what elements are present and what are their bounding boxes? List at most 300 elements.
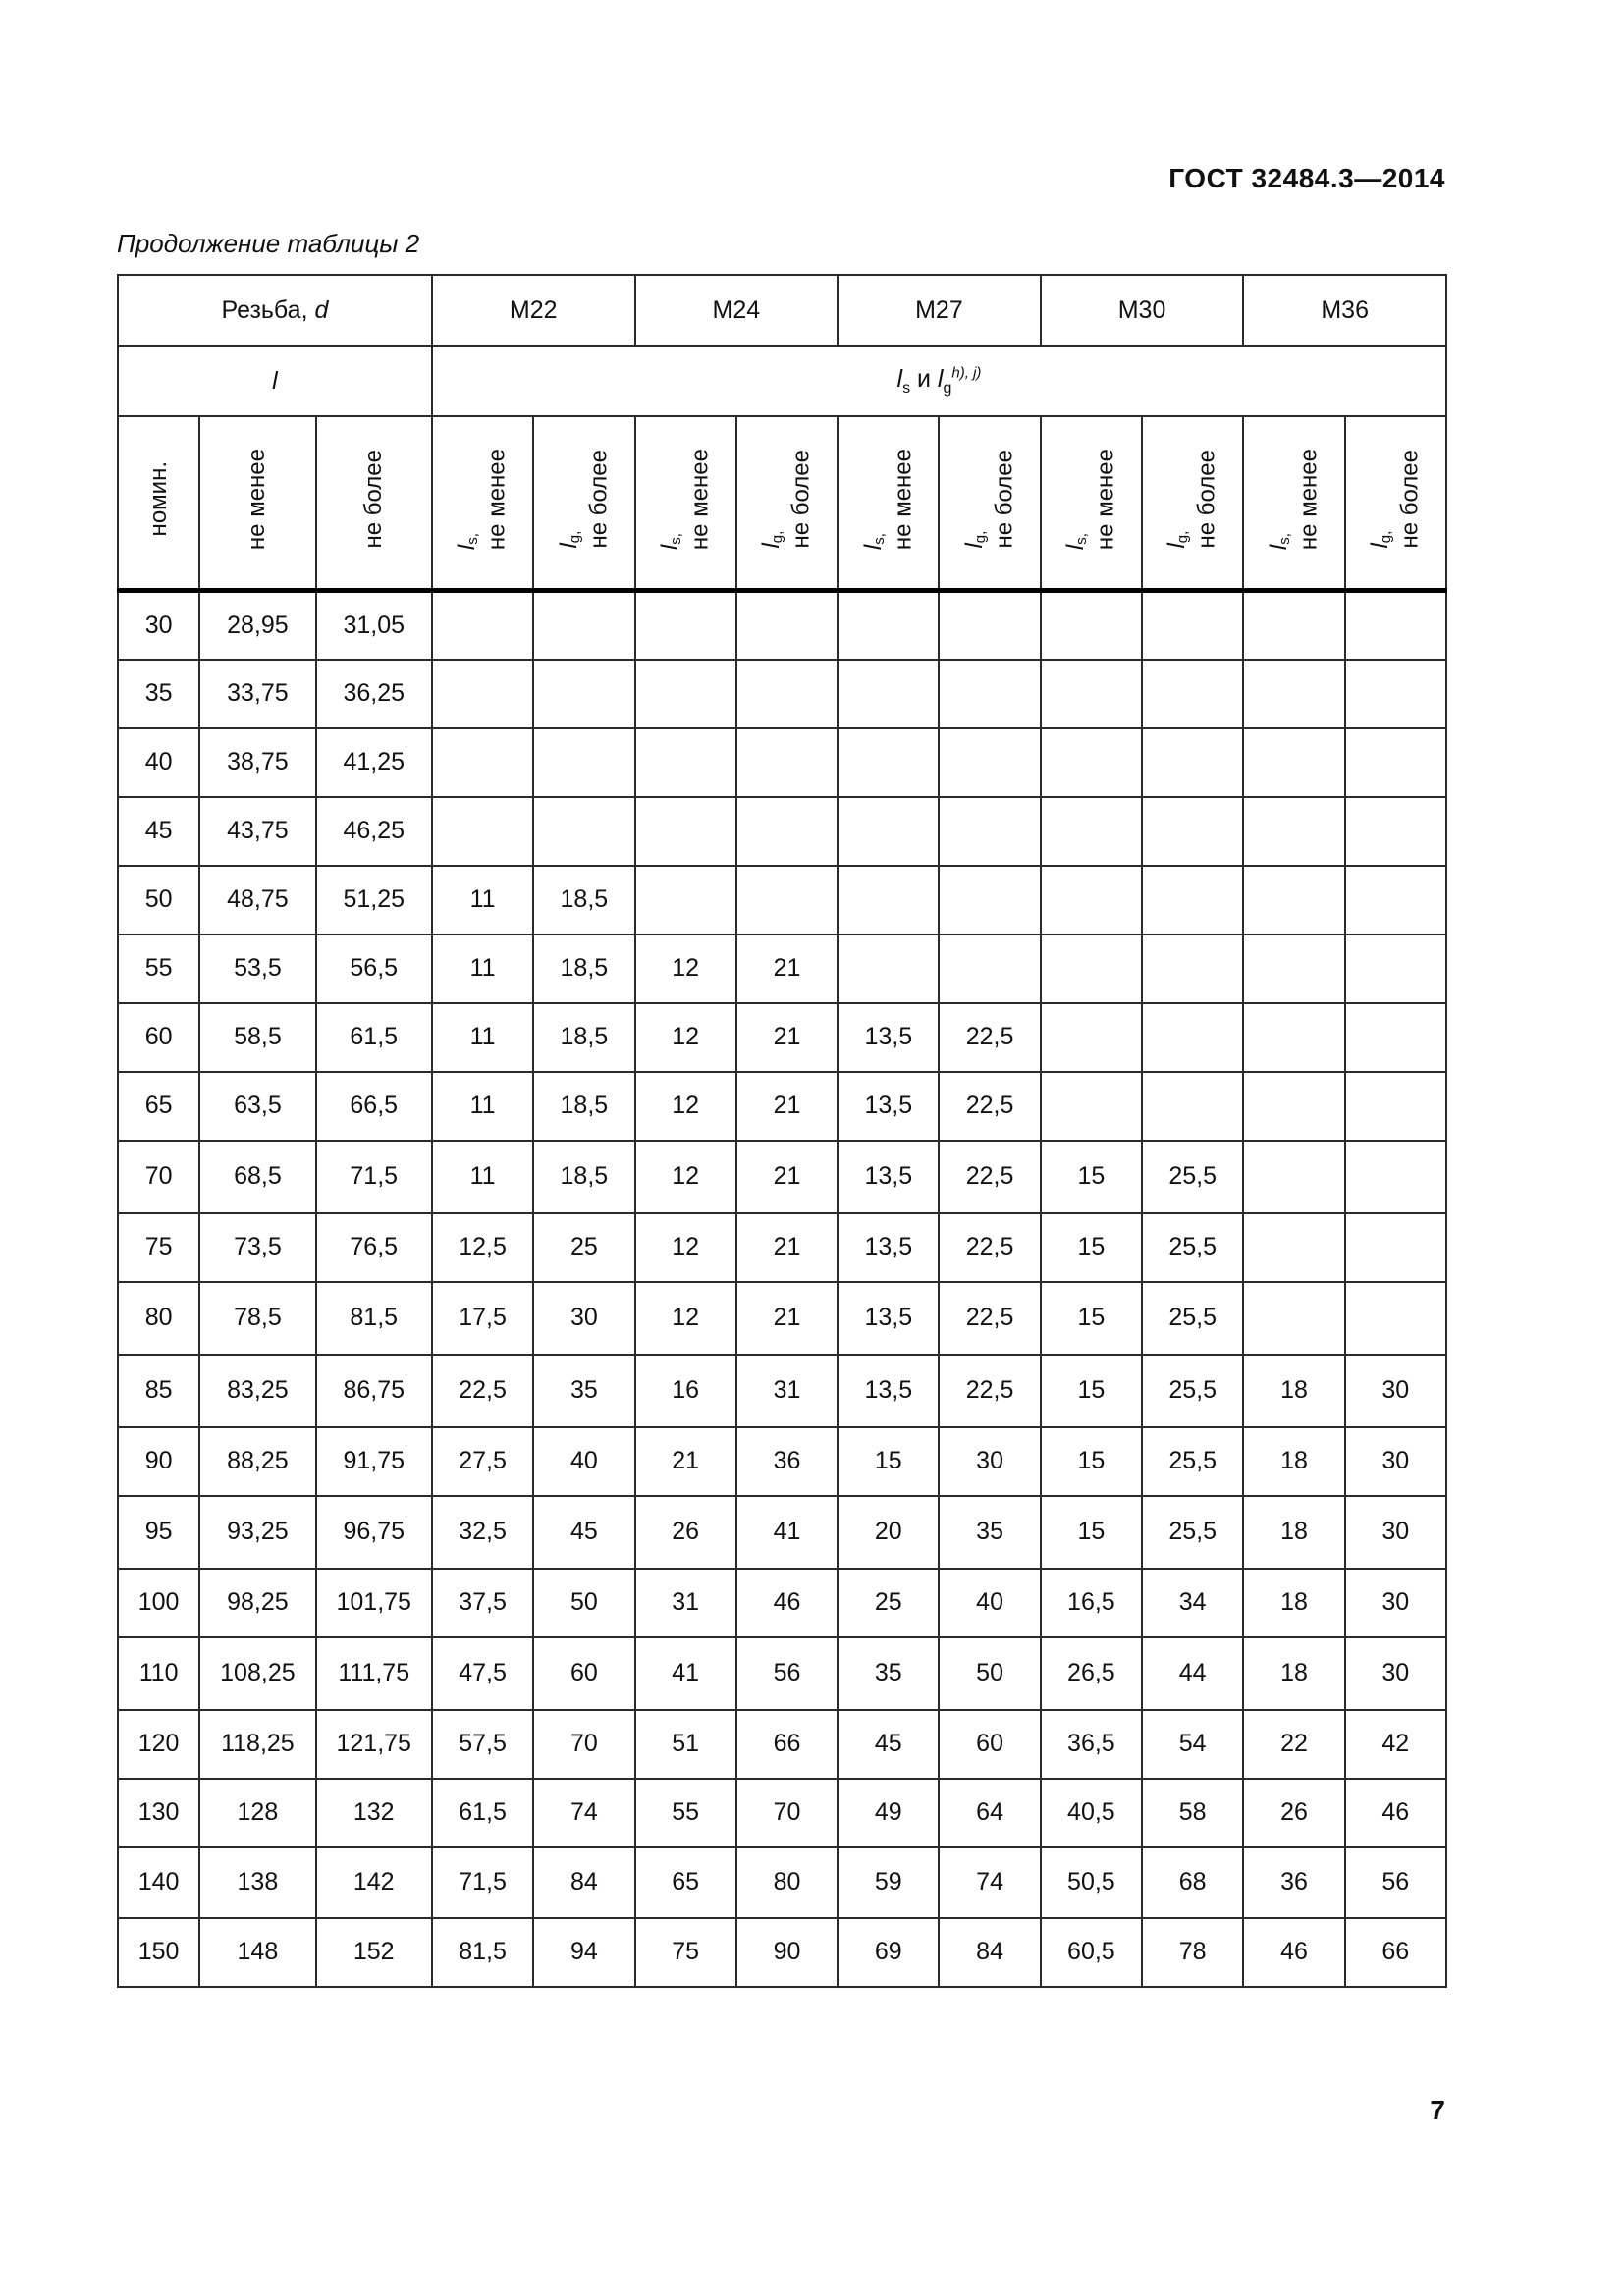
- table-cell: 130: [118, 1779, 199, 1847]
- col-ls-m36: [1243, 416, 1344, 591]
- table-cell: 61,5: [316, 1003, 432, 1072]
- table-cell: 81,5: [432, 1918, 533, 1987]
- table-cell: 50: [939, 1637, 1040, 1710]
- table-cell: 46: [1243, 1918, 1344, 1987]
- table-cell: 18,5: [533, 934, 634, 1003]
- table-cell: [736, 660, 838, 728]
- table-cell: 85: [118, 1355, 199, 1427]
- table-cell: 18: [1243, 1427, 1344, 1496]
- table-cell: 35: [533, 1355, 634, 1427]
- table-cell: [1041, 591, 1142, 660]
- table-cell: [1243, 1072, 1344, 1141]
- table-cell: [1345, 1213, 1446, 1282]
- table-cell: 18: [1243, 1637, 1344, 1710]
- table-cell: 49: [838, 1779, 939, 1847]
- col-lg-m22: [533, 416, 634, 591]
- column-header-row: [118, 416, 1446, 591]
- table-cell: 140: [118, 1847, 199, 1918]
- table-cell: 90: [118, 1427, 199, 1496]
- table-cell: 15: [1041, 1213, 1142, 1282]
- table-cell: [1243, 866, 1344, 934]
- table-cell: 90: [736, 1918, 838, 1987]
- table-cell: 71,5: [316, 1141, 432, 1213]
- ls-header-label: $l_{s,}$ не менее: [656, 448, 714, 551]
- table-cell: [1345, 866, 1446, 934]
- table-cell: [939, 797, 1040, 866]
- table-cell: 46: [1345, 1779, 1446, 1847]
- table-cell: [1041, 797, 1142, 866]
- thread-header-row: [118, 275, 1446, 346]
- table-cell: [1345, 728, 1446, 797]
- table-cell: [1142, 866, 1243, 934]
- table-cell: 26: [1243, 1779, 1344, 1847]
- page-number: 7: [1430, 2095, 1445, 2125]
- table-cell: 25,5: [1142, 1496, 1243, 1569]
- table-cell: [1345, 1141, 1446, 1213]
- table-cell: [736, 866, 838, 934]
- table-cell: 35: [838, 1637, 939, 1710]
- table-cell: 71,5: [432, 1847, 533, 1918]
- col-nominal: [118, 416, 199, 591]
- table-row: [118, 1637, 1446, 1710]
- and-text: и: [910, 364, 938, 393]
- table-cell: 60: [118, 1003, 199, 1072]
- table-cell: [1142, 728, 1243, 797]
- table-cell: 22,5: [939, 1213, 1040, 1282]
- bolt-length-table: [117, 274, 1447, 1988]
- table-cell: 15: [1041, 1282, 1142, 1355]
- table-row: [118, 591, 1446, 660]
- table-cell: 13,5: [838, 1355, 939, 1427]
- table-cell: 13,5: [838, 1003, 939, 1072]
- table-cell: 37,5: [432, 1569, 533, 1637]
- table-cell: 11: [432, 1141, 533, 1213]
- ls-subscript: s: [902, 379, 911, 397]
- table-cell: 12: [635, 1282, 736, 1355]
- table-cell: [838, 797, 939, 866]
- table-row: [118, 1569, 1446, 1637]
- table-row: [118, 1003, 1446, 1072]
- table-cell: 47,5: [432, 1637, 533, 1710]
- table-cell: 36,5: [1041, 1710, 1142, 1779]
- lg-subscript: g: [943, 379, 952, 397]
- table-cell: 18: [1243, 1355, 1344, 1427]
- table-cell: 53,5: [199, 934, 315, 1003]
- table-cell: 11: [432, 934, 533, 1003]
- table-cell: 75: [118, 1213, 199, 1282]
- table-cell: 21: [736, 1213, 838, 1282]
- footnote-ref: h), j): [951, 364, 982, 382]
- table-cell: 55: [635, 1779, 736, 1847]
- table-cell: 59: [838, 1847, 939, 1918]
- table-cell: 48,75: [199, 866, 315, 934]
- table-cell: 73,5: [199, 1213, 315, 1282]
- table-row: [118, 1710, 1446, 1779]
- table-cell: 74: [533, 1779, 634, 1847]
- table-row: [118, 1282, 1446, 1355]
- table-cell: 70: [736, 1779, 838, 1847]
- table-cell: 78: [1142, 1918, 1243, 1987]
- col-ls-m24: [635, 416, 736, 591]
- table-cell: 21: [736, 934, 838, 1003]
- table-cell: 128: [199, 1779, 315, 1847]
- table-cell: 22,5: [939, 1282, 1040, 1355]
- table-cell: 32,5: [432, 1496, 533, 1569]
- table-cell: 28,95: [199, 591, 315, 660]
- table-cell: 30: [939, 1427, 1040, 1496]
- table-cell: 31: [635, 1569, 736, 1637]
- table-cell: 69: [838, 1918, 939, 1987]
- table-cell: 84: [939, 1918, 1040, 1987]
- table-cell: 68: [1142, 1847, 1243, 1918]
- table-cell: 11: [432, 1003, 533, 1072]
- table-cell: 30: [533, 1282, 634, 1355]
- table-cell: 22: [1243, 1710, 1344, 1779]
- table-cell: 56,5: [316, 934, 432, 1003]
- standard-number: ГОСТ 32484.3—2014: [1168, 163, 1445, 193]
- table-cell: [838, 660, 939, 728]
- table-cell: 36: [1243, 1847, 1344, 1918]
- table-cell: [736, 591, 838, 660]
- table-cell: 15: [1041, 1355, 1142, 1427]
- table-cell: 148: [199, 1918, 315, 1987]
- table-cell: [1243, 934, 1344, 1003]
- table-cell: 57,5: [432, 1710, 533, 1779]
- table-cell: 21: [736, 1072, 838, 1141]
- table-cell: 25,5: [1142, 1355, 1243, 1427]
- table-cell: 45: [533, 1496, 634, 1569]
- table-row: [118, 1355, 1446, 1427]
- table-cell: [635, 660, 736, 728]
- table-cell: 12: [635, 1072, 736, 1141]
- ls-header-label: $l_{s,}$ не менее: [1062, 448, 1119, 551]
- table-cell: 13,5: [838, 1282, 939, 1355]
- table-cell: 121,75: [316, 1710, 432, 1779]
- table-cell: [1142, 660, 1243, 728]
- col-ls-m27: [838, 416, 939, 591]
- table-cell: 75: [635, 1918, 736, 1987]
- table-cell: [1041, 1003, 1142, 1072]
- table-cell: 25: [533, 1213, 634, 1282]
- table-cell: 13,5: [838, 1213, 939, 1282]
- table-cell: [533, 728, 634, 797]
- col-lg-m36: [1345, 416, 1446, 591]
- table-cell: 30: [118, 591, 199, 660]
- table-cell: [1243, 1003, 1344, 1072]
- table-row: [118, 1072, 1446, 1141]
- table-cell: 22,5: [939, 1072, 1040, 1141]
- table-row: [118, 1779, 1446, 1847]
- table-cell: [838, 934, 939, 1003]
- table-cell: 35: [939, 1496, 1040, 1569]
- table-cell: 101,75: [316, 1569, 432, 1637]
- table-row: [118, 934, 1446, 1003]
- table-cell: 81,5: [316, 1282, 432, 1355]
- table-cell: 54: [1142, 1710, 1243, 1779]
- table-cell: 18: [1243, 1569, 1344, 1637]
- table-row: [118, 728, 1446, 797]
- table-cell: 64: [939, 1779, 1040, 1847]
- table-cell: 66: [736, 1710, 838, 1779]
- table-cell: 45: [838, 1710, 939, 1779]
- table-cell: 132: [316, 1779, 432, 1847]
- table-cell: 22,5: [939, 1003, 1040, 1072]
- table-cell: 25,5: [1142, 1427, 1243, 1496]
- table-row: [118, 797, 1446, 866]
- table-row: [118, 1213, 1446, 1282]
- table-cell: 26: [635, 1496, 736, 1569]
- table-cell: 12: [635, 1003, 736, 1072]
- thread-label-cell: [118, 275, 432, 346]
- table-cell: 41: [635, 1637, 736, 1710]
- table-cell: [838, 728, 939, 797]
- lg-header-label: $l_{g,}$ не более: [555, 450, 613, 549]
- table-cell: [939, 934, 1040, 1003]
- table-cell: 13,5: [838, 1072, 939, 1141]
- table-cell: [432, 728, 533, 797]
- table-cell: 12: [635, 1213, 736, 1282]
- table-cell: 55: [118, 934, 199, 1003]
- thread-m22: M22: [432, 275, 635, 346]
- lg-header-label: $l_{g,}$ не более: [758, 450, 815, 549]
- ls-symbol: l: [896, 364, 903, 393]
- table-cell: 40: [939, 1569, 1040, 1637]
- table-cell: 51,25: [316, 866, 432, 934]
- table-cell: 31,05: [316, 591, 432, 660]
- table-cell: 11: [432, 1072, 533, 1141]
- table-cell: [1142, 1003, 1243, 1072]
- table-cell: 96,75: [316, 1496, 432, 1569]
- table-cell: 21: [736, 1141, 838, 1213]
- table-cell: 41,25: [316, 728, 432, 797]
- table-cell: 50: [118, 866, 199, 934]
- max-label: не более: [359, 450, 387, 549]
- table-cell: [939, 728, 1040, 797]
- table-cell: 18,5: [533, 866, 634, 934]
- table-cell: 68,5: [199, 1141, 315, 1213]
- table-cell: [1041, 660, 1142, 728]
- table-cell: 58,5: [199, 1003, 315, 1072]
- table-cell: 15: [1041, 1496, 1142, 1569]
- lg-header-label: $l_{g,}$ не более: [960, 450, 1018, 549]
- table-cell: 80: [736, 1847, 838, 1918]
- table-cell: 12: [635, 934, 736, 1003]
- table-cell: [635, 728, 736, 797]
- col-lg-m30: [1142, 416, 1243, 591]
- table-cell: [1243, 1282, 1344, 1355]
- table-cell: [1345, 1282, 1446, 1355]
- table-cell: 74: [939, 1847, 1040, 1918]
- ls-lg-header: [432, 346, 1446, 416]
- table-cell: 25,5: [1142, 1213, 1243, 1282]
- table-cell: 12: [635, 1141, 736, 1213]
- table-cell: 15: [1041, 1141, 1142, 1213]
- table-cell: [939, 866, 1040, 934]
- table-row: [118, 1496, 1446, 1569]
- table-cell: 13,5: [838, 1141, 939, 1213]
- table-cell: [432, 591, 533, 660]
- table-cell: 27,5: [432, 1427, 533, 1496]
- table-cell: 46: [736, 1569, 838, 1637]
- table-cell: 25,5: [1142, 1141, 1243, 1213]
- lg-header-label: $l_{g,}$ не более: [1164, 450, 1220, 549]
- table-cell: 25: [838, 1569, 939, 1637]
- table-cell: [1243, 728, 1344, 797]
- table-cell: [432, 660, 533, 728]
- table-cell: 86,75: [316, 1355, 432, 1427]
- table-cell: 60: [939, 1710, 1040, 1779]
- table-cell: 40: [118, 728, 199, 797]
- table-cell: 44: [1142, 1637, 1243, 1710]
- table-cell: 30: [1345, 1569, 1446, 1637]
- table-cell: 84: [533, 1847, 634, 1918]
- table-cell: [939, 591, 1040, 660]
- table-cell: 95: [118, 1496, 199, 1569]
- table-cell: 80: [118, 1282, 199, 1355]
- table-cell: [635, 866, 736, 934]
- table-cell: [838, 866, 939, 934]
- table-cell: 45: [118, 797, 199, 866]
- table-cell: 65: [635, 1847, 736, 1918]
- table-cell: 35: [118, 660, 199, 728]
- col-max: [316, 416, 432, 591]
- lg-symbol: l: [937, 364, 944, 393]
- table-cell: 30: [1345, 1496, 1446, 1569]
- table-cell: [432, 797, 533, 866]
- table-cell: 88,25: [199, 1427, 315, 1496]
- table-cell: [635, 591, 736, 660]
- table-row: [118, 1847, 1446, 1918]
- table-cell: 12,5: [432, 1213, 533, 1282]
- table-cell: 40,5: [1041, 1779, 1142, 1847]
- table-cell: 18,5: [533, 1072, 634, 1141]
- table-cell: [1345, 660, 1446, 728]
- table-cell: [838, 591, 939, 660]
- table-cell: 16: [635, 1355, 736, 1427]
- table-cell: 31: [736, 1355, 838, 1427]
- table-cell: 110: [118, 1637, 199, 1710]
- table-cell: 40: [533, 1427, 634, 1496]
- nominal-label: номин.: [144, 461, 172, 537]
- symbol-header-row: [118, 346, 1446, 416]
- table-cell: 66: [1345, 1918, 1446, 1987]
- table-row: [118, 660, 1446, 728]
- thread-m36: M36: [1243, 275, 1446, 346]
- table-cell: 21: [736, 1282, 838, 1355]
- table-cell: [939, 660, 1040, 728]
- table-cell: [1345, 1072, 1446, 1141]
- table-cell: 21: [736, 1003, 838, 1072]
- table-row: [118, 866, 1446, 934]
- table-cell: 94: [533, 1918, 634, 1987]
- col-ls-m30: [1041, 416, 1142, 591]
- table-cell: 70: [118, 1141, 199, 1213]
- table-cell: 15: [838, 1427, 939, 1496]
- table-cell: 61,5: [432, 1779, 533, 1847]
- ls-header-label: $l_{s,}$ не менее: [1265, 448, 1323, 551]
- table-cell: 36: [736, 1427, 838, 1496]
- table-cell: [1345, 797, 1446, 866]
- table-cell: 36,25: [316, 660, 432, 728]
- table-cell: [1041, 728, 1142, 797]
- table-cell: [1345, 1003, 1446, 1072]
- table-cell: 76,5: [316, 1213, 432, 1282]
- table-cell: [736, 728, 838, 797]
- table-cell: 63,5: [199, 1072, 315, 1141]
- ls-header-label: $l_{s,}$ не менее: [454, 448, 511, 551]
- table-cell: [1142, 934, 1243, 1003]
- table-cell: [533, 797, 634, 866]
- min-label: не менее: [244, 448, 271, 551]
- table-cell: 98,25: [199, 1569, 315, 1637]
- table-cell: 22,5: [939, 1355, 1040, 1427]
- table-cell: 118,25: [199, 1710, 315, 1779]
- table-cell: [1041, 934, 1142, 1003]
- table-cell: 20: [838, 1496, 939, 1569]
- ls-header-label: $l_{s,}$ не менее: [859, 448, 917, 551]
- table-cell: 50,5: [1041, 1847, 1142, 1918]
- thread-m24: M24: [635, 275, 839, 346]
- table-cell: 43,75: [199, 797, 315, 866]
- thread-m27: M27: [838, 275, 1041, 346]
- table-cell: 138: [199, 1847, 315, 1918]
- table-continuation-caption: Продолжение таблицы 2: [117, 229, 420, 258]
- table-cell: [1041, 866, 1142, 934]
- thread-label: Резьба, d: [221, 295, 329, 324]
- table-cell: 93,25: [199, 1496, 315, 1569]
- table-cell: [1243, 1213, 1344, 1282]
- table-cell: 58: [1142, 1779, 1243, 1847]
- table-cell: [1243, 1141, 1344, 1213]
- table-cell: 34: [1142, 1569, 1243, 1637]
- table-cell: 30: [1345, 1637, 1446, 1710]
- table-cell: 15: [1041, 1427, 1142, 1496]
- col-lg-m24: [736, 416, 838, 591]
- l-header: [118, 346, 432, 416]
- table-cell: 142: [316, 1847, 432, 1918]
- table-cell: [1041, 1072, 1142, 1141]
- table-cell: 18,5: [533, 1003, 634, 1072]
- table-cell: 21: [635, 1427, 736, 1496]
- table-cell: [533, 591, 634, 660]
- l-symbol: l: [272, 366, 278, 395]
- table-cell: 91,75: [316, 1427, 432, 1496]
- table-cell: [1345, 934, 1446, 1003]
- table-cell: 22,5: [939, 1141, 1040, 1213]
- table-cell: 111,75: [316, 1637, 432, 1710]
- table-cell: 30: [1345, 1355, 1446, 1427]
- table-cell: 42: [1345, 1710, 1446, 1779]
- table-cell: 18,5: [533, 1141, 634, 1213]
- table-cell: 150: [118, 1918, 199, 1987]
- table-cell: 17,5: [432, 1282, 533, 1355]
- table-cell: 56: [736, 1637, 838, 1710]
- thread-m30: M30: [1041, 275, 1244, 346]
- table-cell: [1243, 591, 1344, 660]
- table-cell: [635, 797, 736, 866]
- table-cell: 26,5: [1041, 1637, 1142, 1710]
- table-cell: 66,5: [316, 1072, 432, 1141]
- table-cell: [1142, 1072, 1243, 1141]
- table-row: [118, 1427, 1446, 1496]
- table-cell: 25,5: [1142, 1282, 1243, 1355]
- table-cell: 78,5: [199, 1282, 315, 1355]
- table-cell: [1142, 591, 1243, 660]
- table-cell: 60,5: [1041, 1918, 1142, 1987]
- table-cell: 18: [1243, 1496, 1344, 1569]
- table-cell: [533, 660, 634, 728]
- table-cell: 152: [316, 1918, 432, 1987]
